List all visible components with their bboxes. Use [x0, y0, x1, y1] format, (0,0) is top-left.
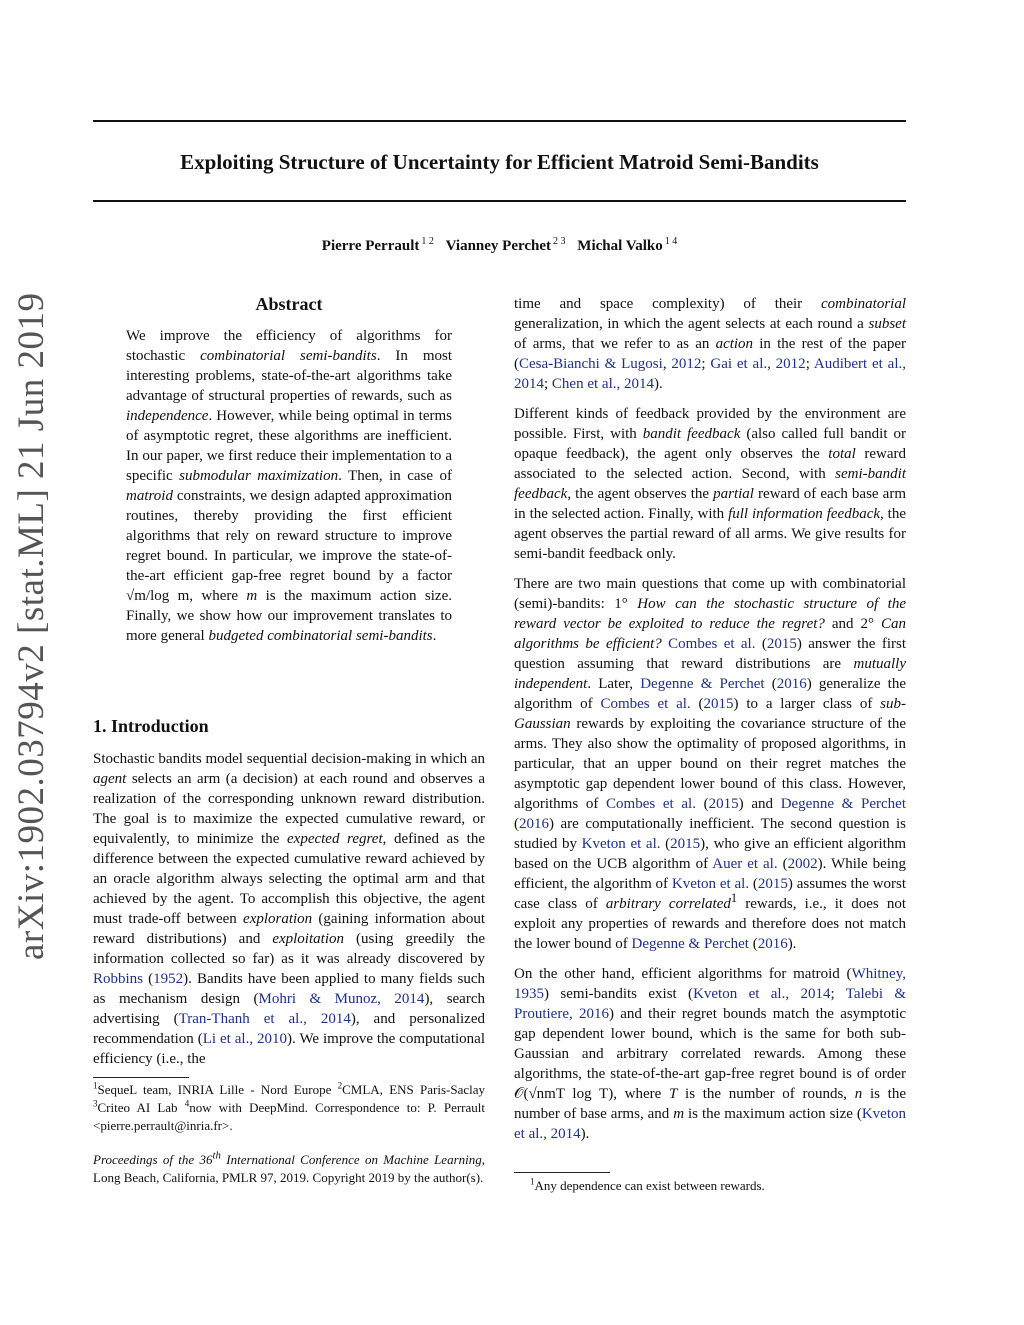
cite-degenne-2-year[interactable]: 2016 [519, 816, 549, 832]
cite-kveton-2[interactable]: Kveton et al. [671, 876, 750, 892]
footnote-rule-left [93, 1077, 189, 1078]
cite-talebi[interactable]: Talebi & Proutiere, 2016 [514, 986, 907, 1022]
cite-auer[interactable]: Auer et al. [712, 856, 778, 872]
paper-title: Exploiting Structure of Uncertainty for Efficient Matroid Semi-Bandits [180, 150, 819, 174]
cite-whitney[interactable]: Whitney, 1935 [514, 966, 906, 1002]
cite-cesa-bianchi-year[interactable]: 2012 [671, 356, 702, 372]
cite-mohri[interactable]: Mohri & Munoz, 2014 [258, 991, 425, 1007]
cite-combes-2[interactable]: Combes et al. [600, 696, 691, 712]
cite-degenne-2[interactable]: Degenne & Perchet [780, 796, 907, 812]
cite-robbins-year[interactable]: 1952 [153, 971, 184, 987]
m-math-right: m [673, 1106, 685, 1122]
cite-degenne-1-year[interactable]: 2016 [776, 676, 807, 692]
cite-auer-year[interactable]: 2002 [787, 856, 818, 872]
T-math: T [668, 1086, 678, 1102]
right-column-text: time and space complexity) of their combinatorial generalization, in which the agent selects at each round a subset of arms, that we refer to as an action in the rest of the paper (Cesa-Bianchi & Lugosi, 2012; Gai et al., 2012; Audibert et al., 2014; Chen et al., 2014). Different kinds of feedback provided by the environment are possible. First, with bandit feedback (also called full bandit or opaque feedback), the agent only observes the total reward associated to the selected action. Second, with semi-bandit feedback, the agent observes the partial reward of each base arm in the selected action. Finally, with full information feedback, the agent observes the partial reward of all arms. We give results for semi-bandit feedback only. There are two main questions that come up with combinatorial (semi)-bandits: 1° How can the stochastic structure of the reward vector be exploited to reduce the regret? and 2° Can algorithms be efficient? Combes et al. (2015) answer the first question assuming that reward distributions are mutually independent. Later, Degenne & Perchet (2016) generalize the algorithm of Combes et al. (2015) to a larger class of sub-Gaussian rewards by exploiting the covariance structure of the arms. They also show the optimality of proposed algorithms, in particular, that an upper bound on their regret matches the asymptotic gap dependent lower bound of this class. However, algorithms of Combes et al. (2015) and Degenne & Perchet (2016) are computationally inefficient. The second question is studied by Kveton et al. (2015), who give an efficient algorithm based on the UCB algorithm of Auer et al. (2002). While being efficient, the algorithm of Kveton et al. (2015) assumes the worst case class of arbitrary correlated$^1$ rewards, i.e., it does not exploit any properties of rewards and therefore does not match the lower bound of Degenne & Perchet (2016). On the other hand, efficient algorithms for matroid (Whitney, 1935) semi-bandits exist (Kveton et al., 2014; Talebi & Proutiere, 2016) and their regret bounds match the asymptotic gap dependent lower bound, which is the same for both sub-Gaussian and arbitrary correlated rewards. Among these algorithms, the state-of-the-art gap-free regret bound is of order 𝒪(√nmT log T), where T is the number of rounds, n is the number of base arms, and m is the maximum action size (Kveton et al., 2014). [514, 296, 907, 1142]
cite-li[interactable]: Li et al., 2010 [202, 1031, 288, 1047]
cite-kveton-2014-2[interactable]: Kveton et al., 2014 [514, 1106, 906, 1142]
affiliation-footnote: $^1$SequeL team, INRIA Lille - Nord Europe $^2$CMLA, ENS Paris-Saclay $^3$Criteo AI Lab $^4$now with DeepMind. Correspondence to: P. Perrault <pierre.perrault@inria.fr>. [93, 1080, 486, 1133]
m-math: m [246, 588, 258, 604]
author-3: Michal Valko $^{1 4}$ [577, 236, 678, 254]
n-math: n [854, 1086, 863, 1102]
cite-combes-3-year[interactable]: 2015 [708, 796, 739, 812]
section-heading-introduction: 1. Introduction [93, 716, 209, 736]
cite-chen[interactable]: Chen et al., 2014 [551, 376, 654, 392]
cite-combes-1-year[interactable]: 2015 [766, 636, 797, 652]
order-math: 𝒪(√nmT log T) [514, 1086, 614, 1102]
abstract-text: We improve the efficiency of algorithms for stochastic combinatorial semi-bandits. In most interesting problems, state-of-the-art algorithms take advantage of structural properties of rewards, such as independence. However, while being optimal in terms of asymptotic regret, these algorithms are inefficient. In our paper, we first reduce their implementation to a specific submodular maximization. Then, in case of matroid constraints, we design adapted approximation routines, thereby providing the first efficient algorithms that rely on reward structure to improve regret bound. In particular, we improve the state-of-the-art efficient gap-free regret bound by a factor √m/log m, where m is the maximum action size. Finally, we show how our improvement translates to more general budgeted combinatorial semi-bandits. [126, 328, 452, 644]
author-list [93, 236, 906, 256]
title-bottom-rule [93, 200, 906, 202]
cite-kveton-1-year[interactable]: 2015 [670, 836, 701, 852]
footnote-1: $^1$Any dependence can exist between rewards. [530, 1176, 765, 1193]
cite-cesa-bianchi[interactable]: Cesa-Bianchi & Lugosi [519, 356, 663, 372]
cite-robbins[interactable]: Robbins [93, 971, 144, 987]
cite-kveton-1[interactable]: Kveton et al. [581, 836, 661, 852]
cite-combes-2-year[interactable]: 2015 [703, 696, 734, 712]
cite-degenne-1[interactable]: Degenne & Perchet [640, 676, 765, 692]
log-m-math: log m [150, 588, 190, 604]
cite-combes-3[interactable]: Combes et al. [606, 796, 696, 812]
top-rule [93, 120, 906, 122]
cite-degenne-3[interactable]: Degenne & Perchet [631, 936, 749, 952]
cite-kveton-2014-1[interactable]: Kveton et al., 2014 [693, 986, 831, 1002]
footnote-rule-right [514, 1172, 610, 1173]
arxiv-id: arXiv:1902.03794v2 [stat.ML] 21 Jun 2019 [11, 292, 52, 960]
author-2: Vianney Perchet $^{2 3}$ [445, 236, 566, 254]
sqrt-m-math: √m [126, 588, 146, 604]
abstract-heading: Abstract [255, 294, 323, 314]
author-1: Pierre Perrault $^{1 2}$ [321, 236, 434, 254]
cite-audibert[interactable]: Audibert et al., 2014 [514, 356, 906, 392]
proceedings-note: Proceedings of the 36th International Conference on Machine Learning, Long Beach, California, PMLR 97, 2019. Copyright 2019 by the author(s). [93, 1149, 486, 1185]
cite-combes-1[interactable]: Combes et al. [668, 636, 756, 652]
cite-tran-thanh[interactable]: Tran-Thanh et al., 2014 [178, 1011, 351, 1027]
introduction-text: Stochastic bandits model sequential decision-making in which an agent selects an arm (a decision) at each round and observes a realization of the corresponding unknown reward distribution. The goal is to maximize the expected cumulative reward, or equivalently, to minimize the expected regret, defined as the difference between the expected cumulative reward achieved by an oracle algorithm always selecting the optimal arm and that achieved by the agent. To accomplish this objective, the agent must trade-off between exploration (gaining information about reward distributions) and exploitation (using greedily the information collected so far) as it was already discovered by Robbins (1952). Bandits have been applied to many fields such as mechanism design (Mohri & Munoz, 2014), search advertising (Tran-Thanh et al., 2014), and personalized recommendation (Li et al., 2010). We improve the computational efficiency (i.e., the [93, 751, 485, 1067]
cite-kveton-2-year[interactable]: 2015 [757, 876, 788, 892]
cite-degenne-3-year[interactable]: 2016 [757, 936, 788, 952]
cite-gai[interactable]: Gai et al., 2012 [710, 356, 806, 372]
